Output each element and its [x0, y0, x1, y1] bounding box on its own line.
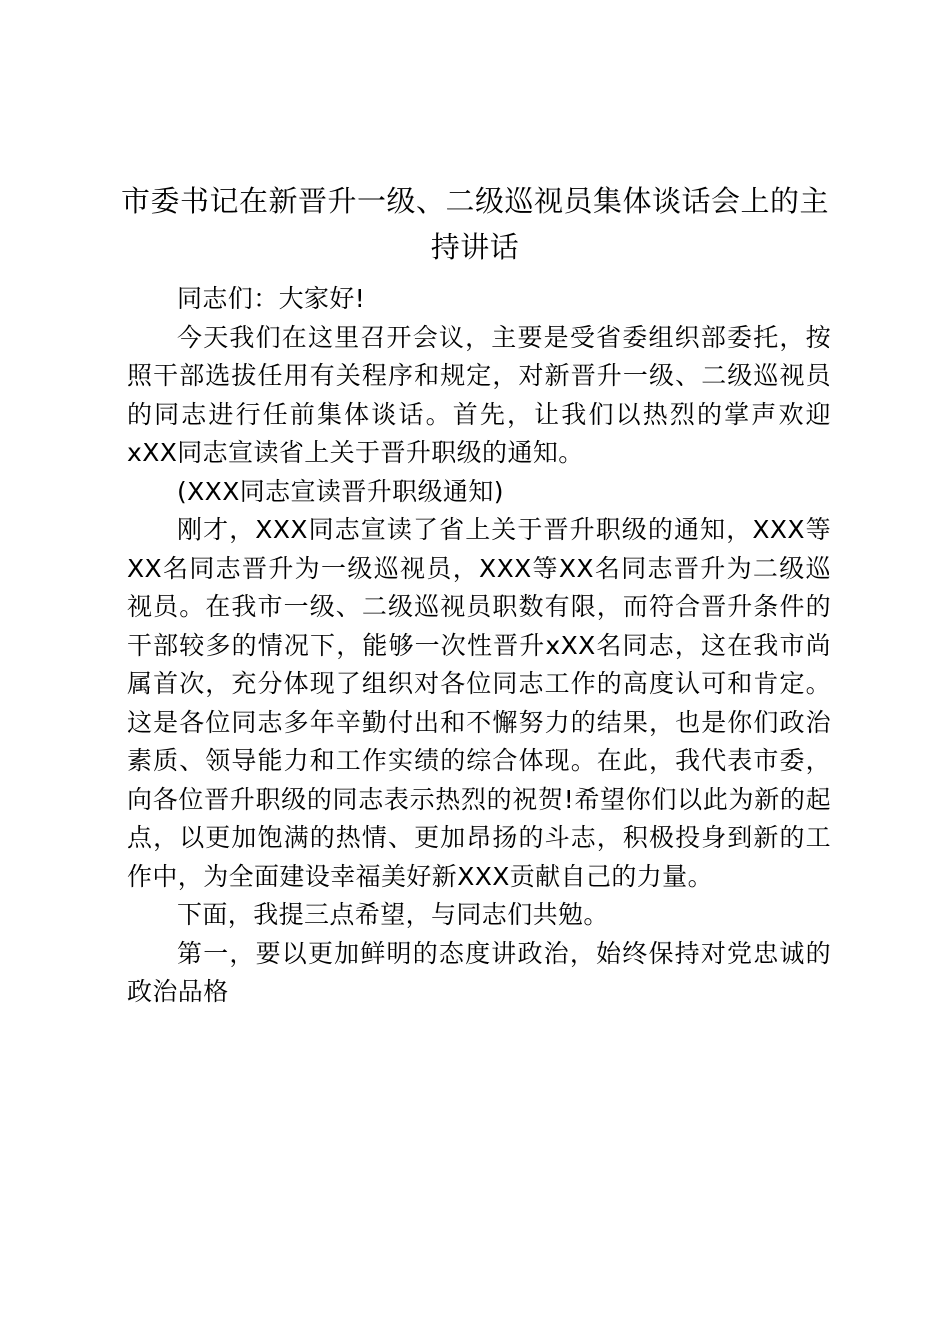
first-point-paragraph: 第一，要以更加鲜明的态度讲政治，始终保持对党忠诚的政治品格 [127, 938, 831, 1006]
greeting-paragraph: 同志们：大家好! [177, 284, 366, 313]
transition-paragraph: 下面，我提三点希望，与同志们共勉。 [177, 900, 609, 929]
congratulation-paragraph: 刚才，XXX同志宣读了省上关于晋升职级的通知，XXX等XX名同志晋升为一级巡视员，XXX等XX名同志晋升为二级巡视员。在我市一级、二级巡视员职数有限，而符合晋升条件的干部较多的情况下，能够一次性晋升xXX名同志，这在我市尚属首次，充分体现了组织对各位同志工作的高度认可和肯定。这是各位同志多年辛勤付出和不懈努力的结果，也是你们政治素质、领导能力和工作实绩的综合体现。在此，我代表市委，向各位晋升职级的同志表示热烈的祝贺!希望你们以此为新的起点，以更加饱满的热情、更加昂扬的斗志，积极投身到新的工作中，为全面建设幸福美好新XXX贡献自己的力量。 [127, 515, 831, 891]
opening-paragraph: 今天我们在这里召开会议，主要是受省委组织部委托，按照干部选拔任用有关程序和规定，对新晋升一级、二级巡视员的同志进行任前集体谈话。首先，让我们以热烈的掌声欢迎xXX同志宣读省上关于晋升职级的通知。 [127, 322, 831, 467]
document-body [127, 280, 831, 1012]
document-title: 市委书记在新晋升一级、二级巡视员集体谈话会上的主持讲话 [120, 184, 829, 264]
stage-direction-paragraph: (XXX同志宣读晋升职级通知) [177, 476, 504, 506]
